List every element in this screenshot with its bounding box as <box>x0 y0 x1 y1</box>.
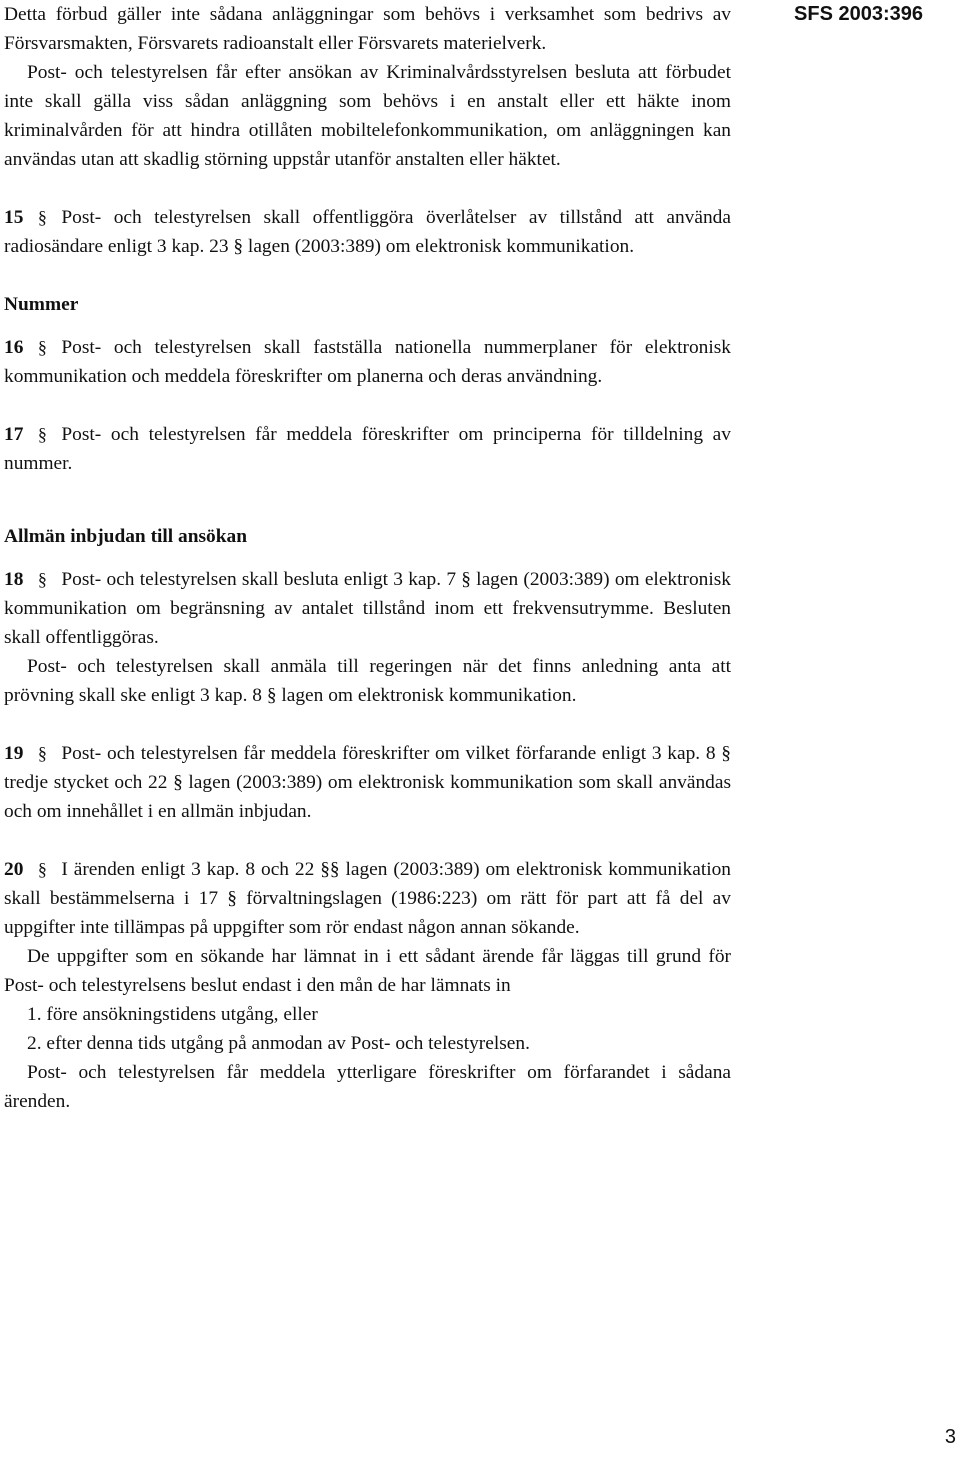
section-text: Post- och telestyrelsen får meddela föreskrifter om vilket förfarande enligt 3 kap. 8 § tredje stycket och 22 § lagen (2003:389) om elektronisk kommunikation som skall användas och om innehållet i en allmän inbjudan. <box>4 743 731 822</box>
section-text: Post- och telestyrelsen skall offentliggöra överlåtelser av tillstånd att använda radiosändare enligt 3 kap. 23 § lagen (2003:389) om elektronisk kommunikation. <box>4 207 731 257</box>
section-text: I ärenden enligt 3 kap. 8 och 22 §§ lagen (2003:389) om elektronisk kommunikation skall bestämmelserna i 17 § förvaltningslagen (1986:223) om rätt för part att få del av uppgifter inte tillämpas på uppgifter som rör endast någon annan sökande. <box>4 859 731 938</box>
section-number: 19 <box>4 743 24 764</box>
page-number: 3 <box>944 1426 956 1448</box>
section-sign: § <box>37 207 47 227</box>
section-text: Post- och telestyrelsen får meddela föreskrifter om principerna för tilldelning av nummer. <box>4 424 731 474</box>
section-sign: § <box>37 743 47 763</box>
section-17 <box>4 420 731 478</box>
section-number: 16 <box>4 337 24 358</box>
list-item-1: 1. före ansökningstidens utgång, eller <box>27 1004 318 1025</box>
heading-allman-inbjudan: Allmän inbjudan till ansökan <box>4 526 248 547</box>
section-20 <box>4 855 731 942</box>
section-sign: § <box>37 569 47 589</box>
section-text: Post- och telestyrelsen skall fastställa nationella nummerplaner för elektronisk kommunikation och meddela föreskrifter om planerna och deras användning. <box>4 337 731 387</box>
paragraph-exemption-prisons: Post- och telestyrelsen får efter ansökan av Kriminalvårdsstyrelsen besluta att förbudet inte skall gälla viss sådan anläggning som behövs i en anstalt eller ett häkte inom kriminalvården för att hindra otillåten mobiltelefonkommunikation, om anläggningen kan användas utan att skadlig störning uppstår utanför anstalten eller häktet. <box>4 62 731 170</box>
section-16 <box>4 333 731 391</box>
section-sign: § <box>37 337 47 357</box>
section-number: 17 <box>4 424 24 445</box>
paragraph-report-to-government: Post- och telestyrelsen skall anmäla till regeringen när det finns anledning anta att prövning skall ske enligt 3 kap. 8 § lagen om elektronisk kommunikation. <box>4 656 731 706</box>
section-sign: § <box>37 859 47 879</box>
section-sign: § <box>37 424 47 444</box>
paragraph-further-regulations: Post- och telestyrelsen får meddela ytterligare föreskrifter om förfarandet i sådana ärenden. <box>4 1062 731 1112</box>
section-18 <box>4 565 731 652</box>
heading-nummer: Nummer <box>4 294 79 315</box>
section-19 <box>4 739 731 826</box>
sfs-number: SFS 2003:396 <box>794 3 923 25</box>
section-number: 15 <box>4 207 24 228</box>
paragraph-exemption-forces: Detta förbud gäller inte sådana anläggningar som behövs i verksamhet som bedrivs av Försvarsmakten, Försvarets radioanstalt eller Försvarets materielverk. <box>4 4 731 54</box>
section-15 <box>4 203 731 261</box>
section-number: 18 <box>4 569 24 590</box>
paragraph-submitted-data: De uppgifter som en sökande har lämnat in i ett sådant ärende får läggas till grund för Post- och telestyrelsens beslut endast i den mån de har lämnats in <box>4 946 731 996</box>
section-text: Post- och telestyrelsen skall besluta enligt 3 kap. 7 § lagen (2003:389) om elektronisk kommunikation om begränsning av antalet tillstånd inom ett frekvensutrymme. Besluten skall offentliggöras. <box>4 569 731 648</box>
list-item-2: 2. efter denna tids utgång på anmodan av Post- och telestyrelsen. <box>27 1033 530 1054</box>
document-body <box>4 0 731 1116</box>
section-number: 20 <box>4 859 24 880</box>
